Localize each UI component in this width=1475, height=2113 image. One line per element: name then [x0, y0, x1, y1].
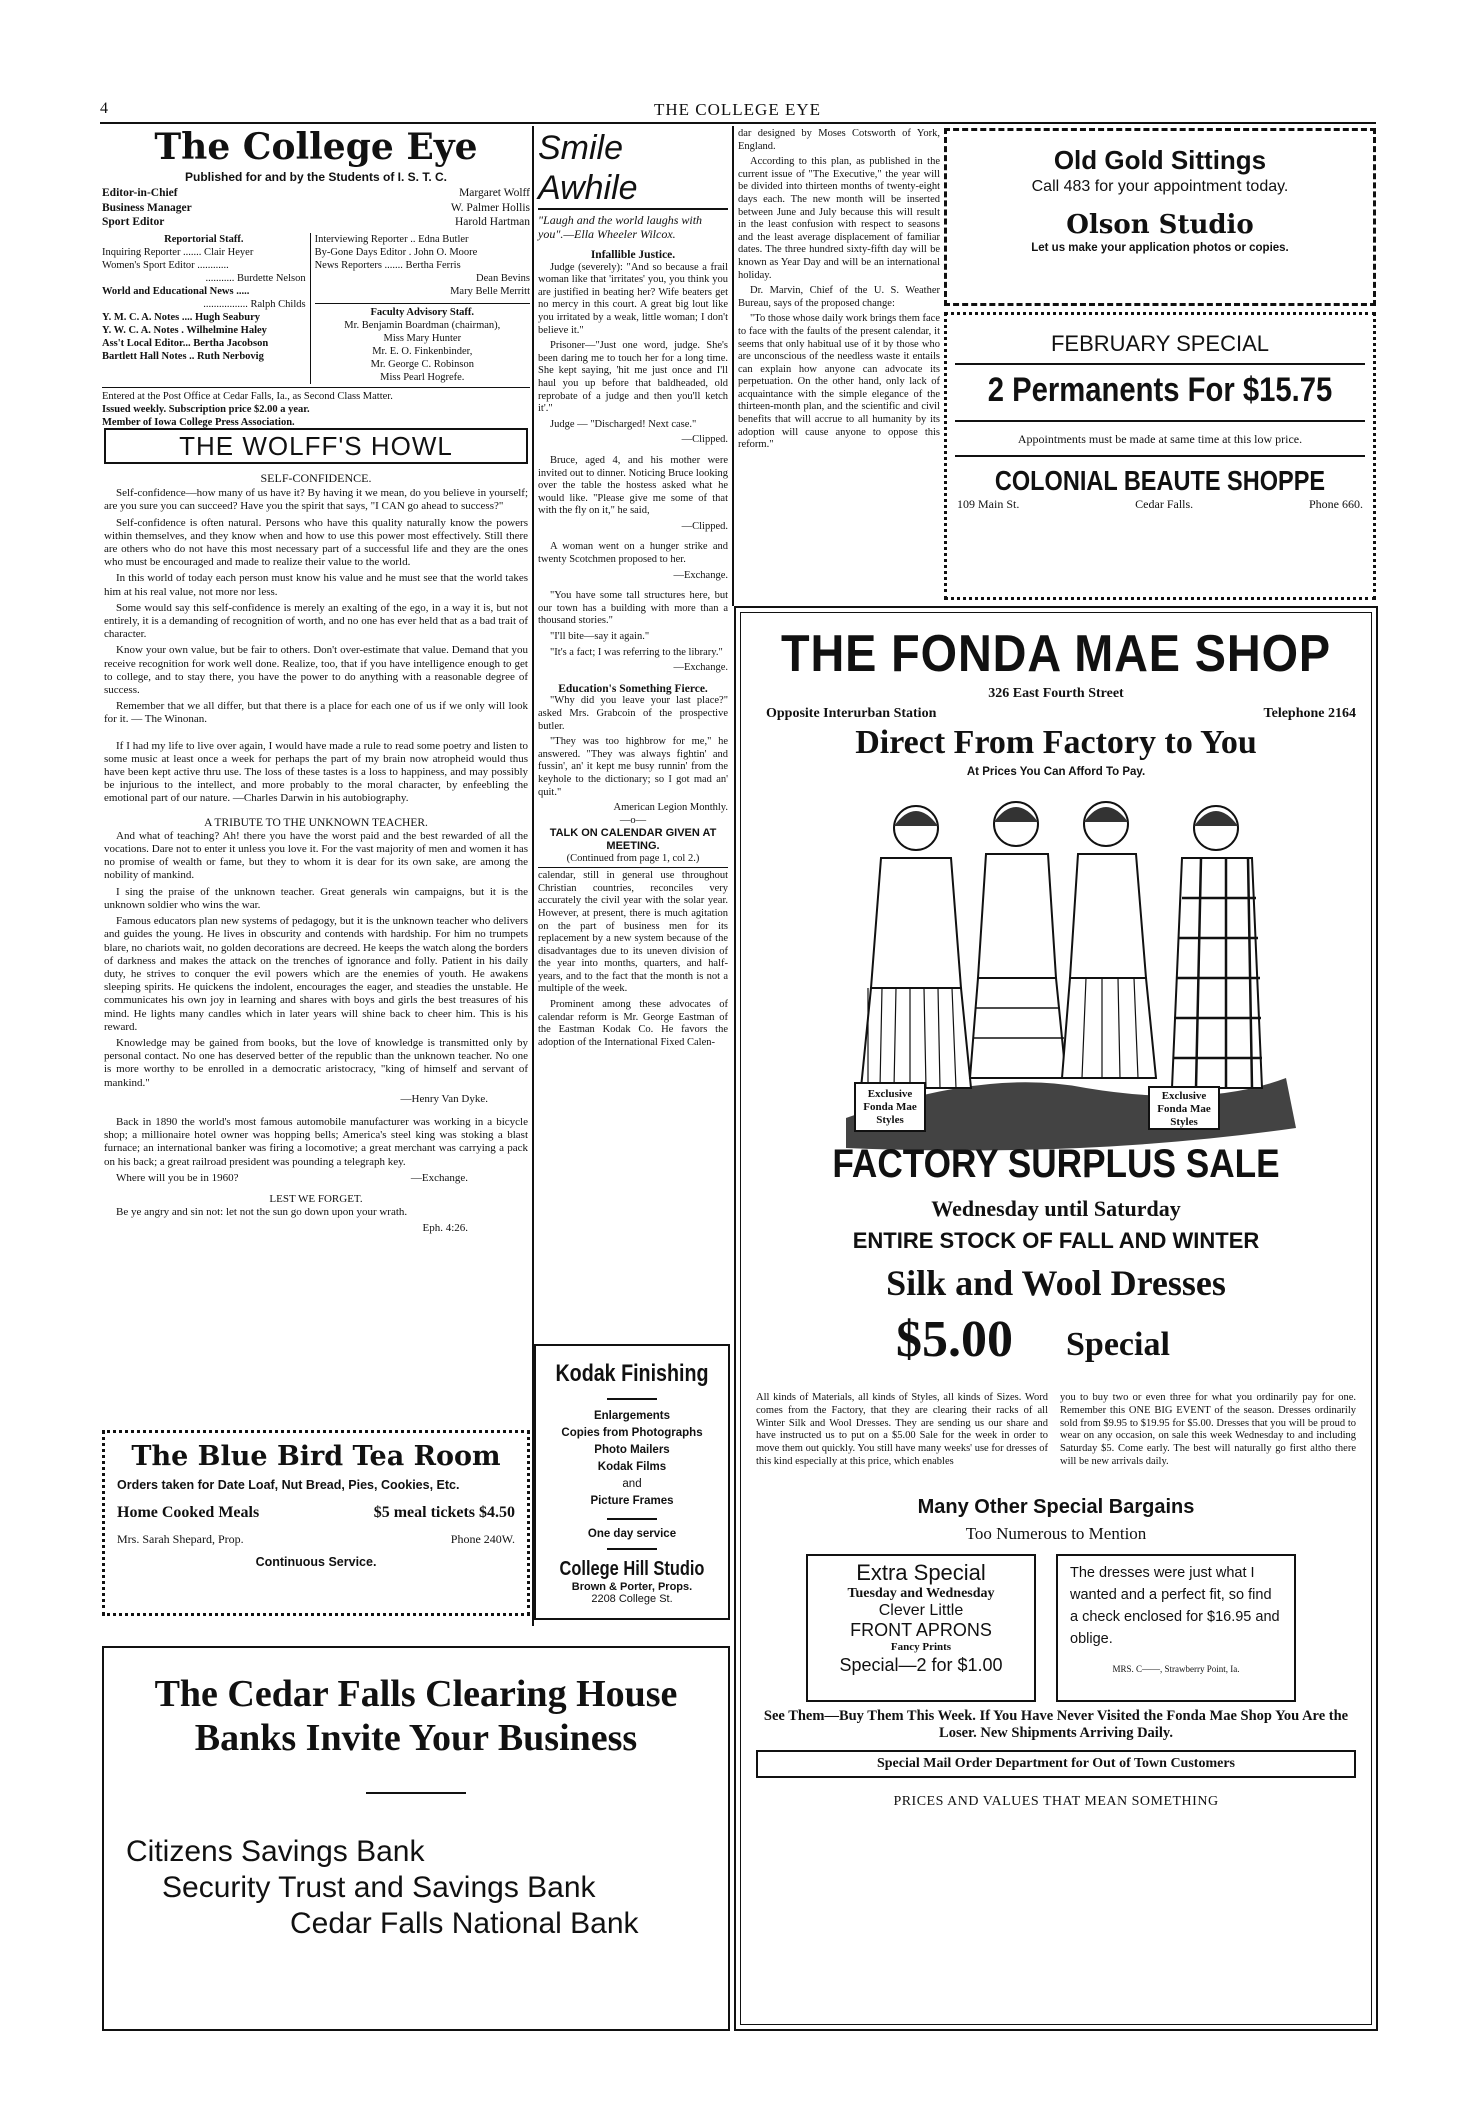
smile-divider: —o—: [619, 814, 647, 826]
extra-price: Special—2 for $1.00: [839, 1655, 1003, 1675]
darwin-paragraph: If I had my life to live over again, I would have made a rule to read some poetry and listen to some music at least once a week for perhaps the part of my brain now atropheid would thus have been kept active thru use. The loss of these tastes is a loss to happiness, and may possibly be injurious to the intellect, and more probably to the moral character, by enfeebling the emotional part of our nature. —Charles Darwin in his autobiography.: [104, 739, 528, 805]
calendar-paragraph: "To those whose daily work brings them face to face with the faults of the present calendar, it seems that only habitual use of it by those who are unconscious of the needless waste it entails can explain how anyone can advocate its perpetuation. On the other hand, only lack of acquaintance with the simple elegance of the thirteen-month plan, and the scientific and civil benefits that will accrue to all humanity by its adoption will cause anyone to oppose this reform.": [738, 313, 940, 451]
colonial-address: 109 Main St.: [957, 497, 1020, 511]
smile-awhile: [538, 128, 728, 1052]
smile-paragraph: "They was too highbrow for me," he answered. "They was always fightin' and fussin', an' it kept me busy runnin' from the keyhole to the dictionary; so I got mad an' quit.": [538, 736, 728, 798]
blue-bird-ad: [102, 1430, 530, 1616]
banks-ad: [102, 1646, 730, 2031]
reportorial-line: By-Gone Days Editor . John O. Moore: [314, 246, 478, 258]
smile-paragraph: "It's a fact; I was referring to the library.": [550, 646, 723, 658]
advisory-line: Mr. Benjamin Boardman (chairman),: [344, 319, 501, 331]
smile-paragraph: Bruce, aged 4, and his mother were invited out to dinner. Noticing Bruce looking over the table the hostess asked what he would like. "Please give me some of that with the fly on it," he said,: [538, 454, 728, 517]
kodak-item: Picture Frames: [590, 1495, 674, 1507]
masthead: [102, 126, 530, 429]
smile-quote: "Laugh and the world laughs with you".—Ella Wheeler Wilcox.: [538, 213, 703, 241]
calendar-paragraph: According to this plan, as published in the current issue of "The Executive," the year will be divided into thirteen months of twenty-eight days each. The new month will be inserted between June and July because this will result in the least confusion with respect to seasons and the least average displacement of familiar dates. The three hundred sixty-fifth day will be known as Year Day and will be an international holiday.: [738, 156, 940, 281]
bank-security-trust: Security Trust and Savings Bank: [162, 1871, 596, 1904]
fonda-see-them: See Them—Buy Them This Week. If You Have Never Visited the Fonda Mae Shop You Are the Loser. New Shipments Arriving Daily.: [763, 1708, 1349, 1741]
reportorial-line: Dean Bevins: [476, 272, 530, 284]
blue-bird-service: Continuous Service.: [255, 1555, 377, 1569]
calendar-paragraph: dar designed by Moses Cotsworth of York, England.: [738, 128, 940, 152]
smile-source: —Clipped.: [681, 434, 728, 446]
reportorial-line: Mary Belle Merritt: [450, 285, 530, 297]
fonda-telephone: Telephone 2164: [1263, 706, 1356, 721]
blue-bird-orders: Orders taken for Date Loaf, Nut Bread, Pies, Cookies, Etc.: [117, 1478, 460, 1492]
kodak-title: Kodak Finishing: [555, 1360, 709, 1387]
smile-paragraph: "Why did you leave your last place?" asked Mrs. Grabcoin of the prospective butler.: [538, 695, 728, 732]
where-source: —Exchange.: [410, 1171, 468, 1184]
article-paragraph: Know your own value, but be fair to others. Don't over-estimate that value. Demand that you receive recognition for work well done. Realize, too, that if you have intelligence enough to get to college, and to stay there, you have the power to do anything with a reasonable degree of success.: [104, 644, 528, 697]
edu-title: Education's Something Fierce.: [558, 682, 708, 695]
article-paragraph: Remember that we all differ, but that there is a place for each one of us if we only will look for it. — The Winonan.: [104, 700, 528, 726]
testimonial-signature: MRS. C——, Strawberry Point, Ia.: [1112, 1664, 1240, 1674]
testimonial-letter: The dresses were just what I wanted and a perfect fit, so find a check enclosed for $16.95 and oblige.: [1070, 1565, 1280, 1647]
lest-paragraph: Be ye angry and sin not: let not the sun go down upon your wrath.: [116, 1206, 408, 1219]
fonda-dresses: Silk and Wool Dresses: [886, 1263, 1226, 1303]
advisory-line: Miss Pearl Hogrefe.: [380, 371, 465, 383]
olson-studio: Olson Studio: [1066, 210, 1254, 240]
smile-paragraph: Judge (severely): "And so because a frail woman like that 'irritates' you, you think you are justified in beating her? Wife beaters get no mercy in this court. A great big lout like you irritated by a weak, little woman; I don't believe it.": [538, 261, 728, 336]
staff-columns: [102, 233, 530, 384]
extra-aprons: FRONT APRONS: [850, 1620, 992, 1640]
lest-title: LEST WE FORGET.: [269, 1192, 363, 1205]
fonda-dates: Wednesday until Saturday: [931, 1196, 1181, 1221]
article-paragraph: In this world of today each person must know his value and he must see that the world takes him at his real value, not more nor less.: [104, 572, 528, 598]
fonda-body-right: you to buy two or even three for what you ordinarily pay for one. Remember this ONE BIG EVENT of the season. Dresses ordinarily sold from $9.95 to $19.95 for $5.00. Dresses that you will be proud to wear on any occasion, on sale this week Wednesday to and including Saturday $5. Come early. The best will naturally go first altho there will be new arrivals daily.: [1060, 1392, 1356, 1467]
blue-bird-prop: Mrs. Sarah Shepard, Prop.: [117, 1532, 244, 1546]
article-paragraph: Knowledge may be gained from books, but the love of knowledge is transmitted only by personal contact. No one has deserved better of the republic than the unknown teacher. No one is more worthy to be enrolled in a democratic aristocracy, "king of himself and servant of mankind.": [104, 1036, 528, 1089]
justice-title: Infallible Justice.: [590, 249, 676, 261]
advisory-line: Mr. George C. Robinson: [370, 358, 474, 370]
staff-role: Editor-in-Chief: [102, 187, 178, 199]
february-special: FEBRUARY SPECIAL: [1050, 331, 1270, 356]
article-paragraph: Famous educators plan new systems of pedagogy, but it is the unknown teacher who delivers and guides the young. He lives in obscurity and contends with hardship. For him no trumpets blare, no chariots wait, no golden decorations are decreed. He keeps the watch along the borders of darkness and makes the attack on the trenches of ignorance and folly. Patient in his daily duty, he strives to conquer the evil powers which are the enemies of youth. He awakens sleeping spirits. He quickens the indolent, encourages the eager, and steadies the unstable. He communicates his own joy in learning and shares with boys and girls the best treasures of his mind. He lights many candles which in later years will shine back to cheer him. This is his reward.: [104, 915, 528, 1033]
extra-clever: Clever Little: [878, 1602, 964, 1619]
colonial-ad: [944, 312, 1376, 600]
exclusive-tag-left: Exclusive Fonda Mae Styles: [854, 1082, 926, 1132]
calendar-paragraph: Dr. Marvin, Chief of the U. S. Weather Bureau, says of the proposed change:: [738, 285, 940, 309]
colonial-contact-row: [947, 497, 1373, 512]
banks-divider: [366, 1792, 466, 1794]
old-gold-title: Old Gold Sittings: [1053, 145, 1267, 175]
fonda-mail-order: Special Mail Order Department for Out of Town Customers: [756, 1750, 1356, 1778]
colonial-note: Appointments must be made at same time at this low price.: [1017, 432, 1303, 446]
advisory-block: [315, 303, 530, 384]
fonda-special: Special: [1066, 1326, 1170, 1363]
article-paragraph: Self-confidence—how many of us have it? By having it we mean, do you believe in yourself; are you sure you can succeed? Have you the spirit that says, "I CAN go ahead to success?": [104, 487, 528, 513]
talk-title: TALK ON CALENDAR GIVEN AT MEETING.: [549, 827, 717, 852]
old-gold-call: Call 483 for your appointment today.: [1031, 178, 1289, 195]
staff-name: Margaret Wolff: [459, 187, 530, 199]
calendar-continuation: [738, 128, 940, 455]
reportorial-right: [311, 233, 530, 384]
advisory-line: Miss Mary Hunter: [383, 332, 462, 344]
blue-bird-meals: Home Cooked Meals: [117, 1504, 260, 1521]
kodak-service: One day service: [587, 1528, 677, 1540]
banks-title-line1: The Cedar Falls Clearing House: [154, 1673, 678, 1715]
kodak-studio: College Hill Studio: [559, 1558, 705, 1580]
old-gold-ad: [944, 128, 1376, 306]
page-number: 4: [100, 100, 108, 117]
smile-source: —Clipped.: [681, 520, 728, 532]
talk-paragraph: Prominent among these advocates of calendar reform is Mr. George Eastman of the Eastman Kodak Co. He favors the adoption of the International Fixed Calen-: [538, 999, 728, 1048]
staff-name: W. Palmer Hollis: [450, 201, 530, 214]
reportorial-line: Ass't Local Editor... Bertha Jacobson: [102, 337, 269, 349]
fonda-direct: Direct From Factory to You: [855, 724, 1257, 761]
kodak-address: 2208 College St.: [591, 1593, 673, 1605]
smile-source: —Exchange.: [673, 569, 728, 581]
banks-title-line2: Banks Invite Your Business: [194, 1717, 638, 1759]
masthead-title: The College Eye: [154, 126, 478, 168]
blue-bird-title: The Blue Bird Tea Room: [131, 1441, 501, 1472]
extra-days: Tuesday and Wednesday: [847, 1586, 995, 1601]
kodak-ad: [534, 1344, 730, 1620]
extra-special-box: [806, 1554, 1036, 1702]
smile-paragraph: "You have some tall structures here, but our town has a building with more than a thousand stories.": [538, 590, 728, 627]
blue-bird-prop-row: [117, 1532, 515, 1547]
reportorial-line: News Reporters ....... Bertha Ferris: [314, 259, 461, 271]
bank-citizens: Citizens Savings Bank: [126, 1835, 425, 1868]
reportorial-line: Bartlett Hall Notes .. Ruth Nerbovig: [102, 350, 264, 362]
talk-continued: (Continued from page 1, col 2.): [566, 852, 700, 864]
smile-paragraph: Judge — "Discharged! Next case.": [550, 418, 697, 430]
staff-row: [102, 186, 530, 201]
article-paragraph: Some would say this self-confidence is merely an exalting of the ego, in a way it is, but not entirely, it is a demanding of recognition of worth, and no one has ever held that as a bad trait of character.: [104, 601, 528, 641]
staff-role: Business Manager: [102, 201, 192, 214]
reportorial-line: Y. W. C. A. Notes . Wilhelmine Haley: [102, 324, 267, 336]
where-text: Where will you be in 1960?: [116, 1171, 239, 1184]
kodak-item: Photo Mailers: [594, 1444, 670, 1456]
fonda-stock: ENTIRE STOCK OF FALL AND WINTER: [852, 1228, 1260, 1253]
masthead-subtitle: Published for and by the Students of I. S. T. C.: [184, 170, 447, 184]
staff-row: [102, 201, 530, 216]
fonda-surplus: FACTORY SURPLUS SALE: [832, 1142, 1280, 1186]
fonda-opposite: Opposite Interurban Station: [766, 706, 937, 721]
fonda-too-numerous: Too Numerous to Mention: [965, 1524, 1147, 1543]
column-rule: [732, 126, 734, 606]
staff-role: Sport Editor: [102, 216, 165, 228]
entered-line: Issued weekly. Subscription price $2.00 a year.: [102, 403, 310, 415]
advisory-heading: Faculty Advisory Staff.: [370, 306, 475, 318]
self-confidence-title: SELF-CONFIDENCE.: [260, 471, 372, 485]
entered-line: Entered at the Post Office at Cedar Falls, Ia., as Second Class Matter.: [102, 390, 393, 402]
smile-title: Smile Awhile: [538, 128, 728, 210]
kodak-item: Kodak Films: [597, 1461, 667, 1473]
reportorial-line: World and Educational News .....: [102, 285, 250, 297]
blue-bird-tickets: $5 meal tickets $4.50: [373, 1504, 515, 1521]
extra-title: Extra Special: [856, 1560, 986, 1585]
reportorial-line: Y. M. C. A. Notes .... Hugh Seabury: [102, 311, 261, 323]
article-paragraph: I sing the praise of the unknown teacher. Great generals win campaigns, but it is the unknown soldier who wins the war.: [104, 885, 528, 911]
blue-bird-phone: Phone 240W.: [450, 1532, 515, 1546]
advisory-line: Mr. E. O. Finkenbinder,: [372, 345, 473, 357]
fonda-body-left: All kinds of Materials, all kinds of Styles, all kinds of Sizes. Word comes from the Factory, that they are clearing their racks of all Winter Silk and Wool Dresses. They are sending us our share and have instructed us to put on a $5.00 Sale for the week in order to move them out quickly. You still have many weeks' use for dresses of this kind especially at this price, which enables: [756, 1392, 1048, 1467]
smile-source: —Exchange.: [673, 662, 728, 674]
smile-paragraph: Prisoner—"Just one word, judge. She's been daring me to touch her for a long time. She kept saying, 'hit me just once and I'll haul you up before that baldheaded, old reprobate of a judge and then you'll ketch it'.": [538, 340, 728, 415]
kodak-item: Enlargements: [593, 1410, 671, 1422]
exclusive-tag-right: Exclusive Fonda Mae Styles: [1148, 1086, 1220, 1130]
running-title: THE COLLEGE EYE: [653, 100, 822, 119]
reportorial-left: [102, 233, 311, 384]
smile-body: [538, 249, 728, 1049]
kodak-item: Copies from Photographs: [561, 1427, 703, 1439]
extra-prints: Fancy Prints: [890, 1641, 952, 1653]
wolffs-howl-body: [104, 470, 528, 1236]
staff-row: [102, 215, 530, 230]
blue-bird-meals-row: [117, 1504, 515, 1522]
header-rule: [100, 122, 1376, 124]
fonda-title: THE FONDA MAE SHOP: [780, 625, 1332, 683]
entered-block: [102, 387, 530, 429]
article-paragraph: Back in 1890 the world's most famous automobile manufacturer was working in a bicycle shop; a millionaire hotel owner was hopping bells; America's steel king was stoking a blast furnace; an international banker was firing a locomotive; a great merchant was carrying a pack on his back; a great railroad president was pounding a telegraph key.: [104, 1115, 528, 1168]
colonial-offer: 2 Permanents For $15.75: [987, 371, 1333, 409]
staff-name: Harold Hartman: [454, 216, 530, 228]
talk-paragraph: calendar, still in general use throughout Christian countries, reconciles very accurately the civil year with the solar year. However, at present, there is much agitation on the part of business men for its replacement by a new system because of the disadvantages due to its uneven division of the year into months, quarters, and half-years, and to the fact that the month is not a multiple of the week.: [538, 870, 728, 995]
reportorial-line: ................. Ralph Childs: [203, 298, 306, 310]
colonial-city: Cedar Falls.: [1135, 497, 1194, 511]
kodak-props: Brown & Porter, Props.: [571, 1581, 693, 1593]
reportorial-line: Women's Sport Editor ............: [102, 259, 229, 271]
testimonial-box: [1056, 1554, 1296, 1702]
wolffs-howl-title: THE WOLFF'S HOWL: [104, 428, 528, 464]
article-paragraph: Self-confidence is often natural. Persons who have this quality naturally know the powers within themselves, and they know when and how to use this power most effectively. Still there are others who do not have this most necessary part of a successful life and they are the ones who must be encouraged and made to realize their value to the world.: [104, 516, 528, 569]
fonda-prices: At Prices You Can Afford To Pay.: [966, 766, 1146, 778]
fonda-mae-ad: [734, 606, 1378, 2031]
reportorial-heading: Reportorial Staff.: [164, 233, 244, 245]
staff-list: [102, 186, 530, 230]
fonda-address: 326 East Fourth Street: [988, 686, 1124, 701]
lest-source: Eph. 4:26.: [422, 1222, 468, 1235]
bank-cedar-falls-national: Cedar Falls National Bank: [290, 1907, 639, 1940]
reportorial-line: Inquiring Reporter ....... Clair Heyer: [102, 246, 254, 258]
reportorial-line: ........... Burdette Nelson: [205, 272, 306, 284]
where-line: [104, 1172, 528, 1185]
smile-source: American Legion Monthly.: [613, 802, 728, 814]
entered-line: Member of Iowa College Press Association.: [102, 416, 295, 428]
tribute-author: —Henry Van Dyke.: [400, 1092, 488, 1105]
article-paragraph: And what of teaching? Ah! there you have the worst paid and the best rewarded of all the vocations. Dare not to enter it unless you love it. For the vast majority of men and women it has no promise of wealth or fame, but they to whom it is dear for its own sake, are among the nobility of mankind.: [104, 829, 528, 882]
old-gold-tagline: Let us make your application photos or copies.: [1031, 242, 1289, 254]
colonial-name: COLONIAL BEAUTE SHOPPE: [994, 465, 1326, 496]
kodak-items: [536, 1408, 728, 1510]
smile-paragraph: A woman went on a hunger strike and twenty Scotchmen proposed to her.: [538, 541, 728, 566]
fonda-prices-values: PRICES AND VALUES THAT MEAN SOMETHING: [893, 1794, 1219, 1809]
smile-paragraph: "I'll bite—say it again.": [550, 631, 650, 643]
reportorial-line: Interviewing Reporter .. Edna Butler: [314, 233, 469, 245]
colonial-phone: Phone 660.: [1309, 497, 1363, 511]
tribute-title: A TRIBUTE TO THE UNKNOWN TEACHER.: [204, 816, 428, 829]
fonda-price: $5.00: [896, 1311, 1013, 1368]
fonda-bargains: Many Other Special Bargains: [917, 1496, 1195, 1518]
kodak-item: and: [622, 1478, 642, 1490]
